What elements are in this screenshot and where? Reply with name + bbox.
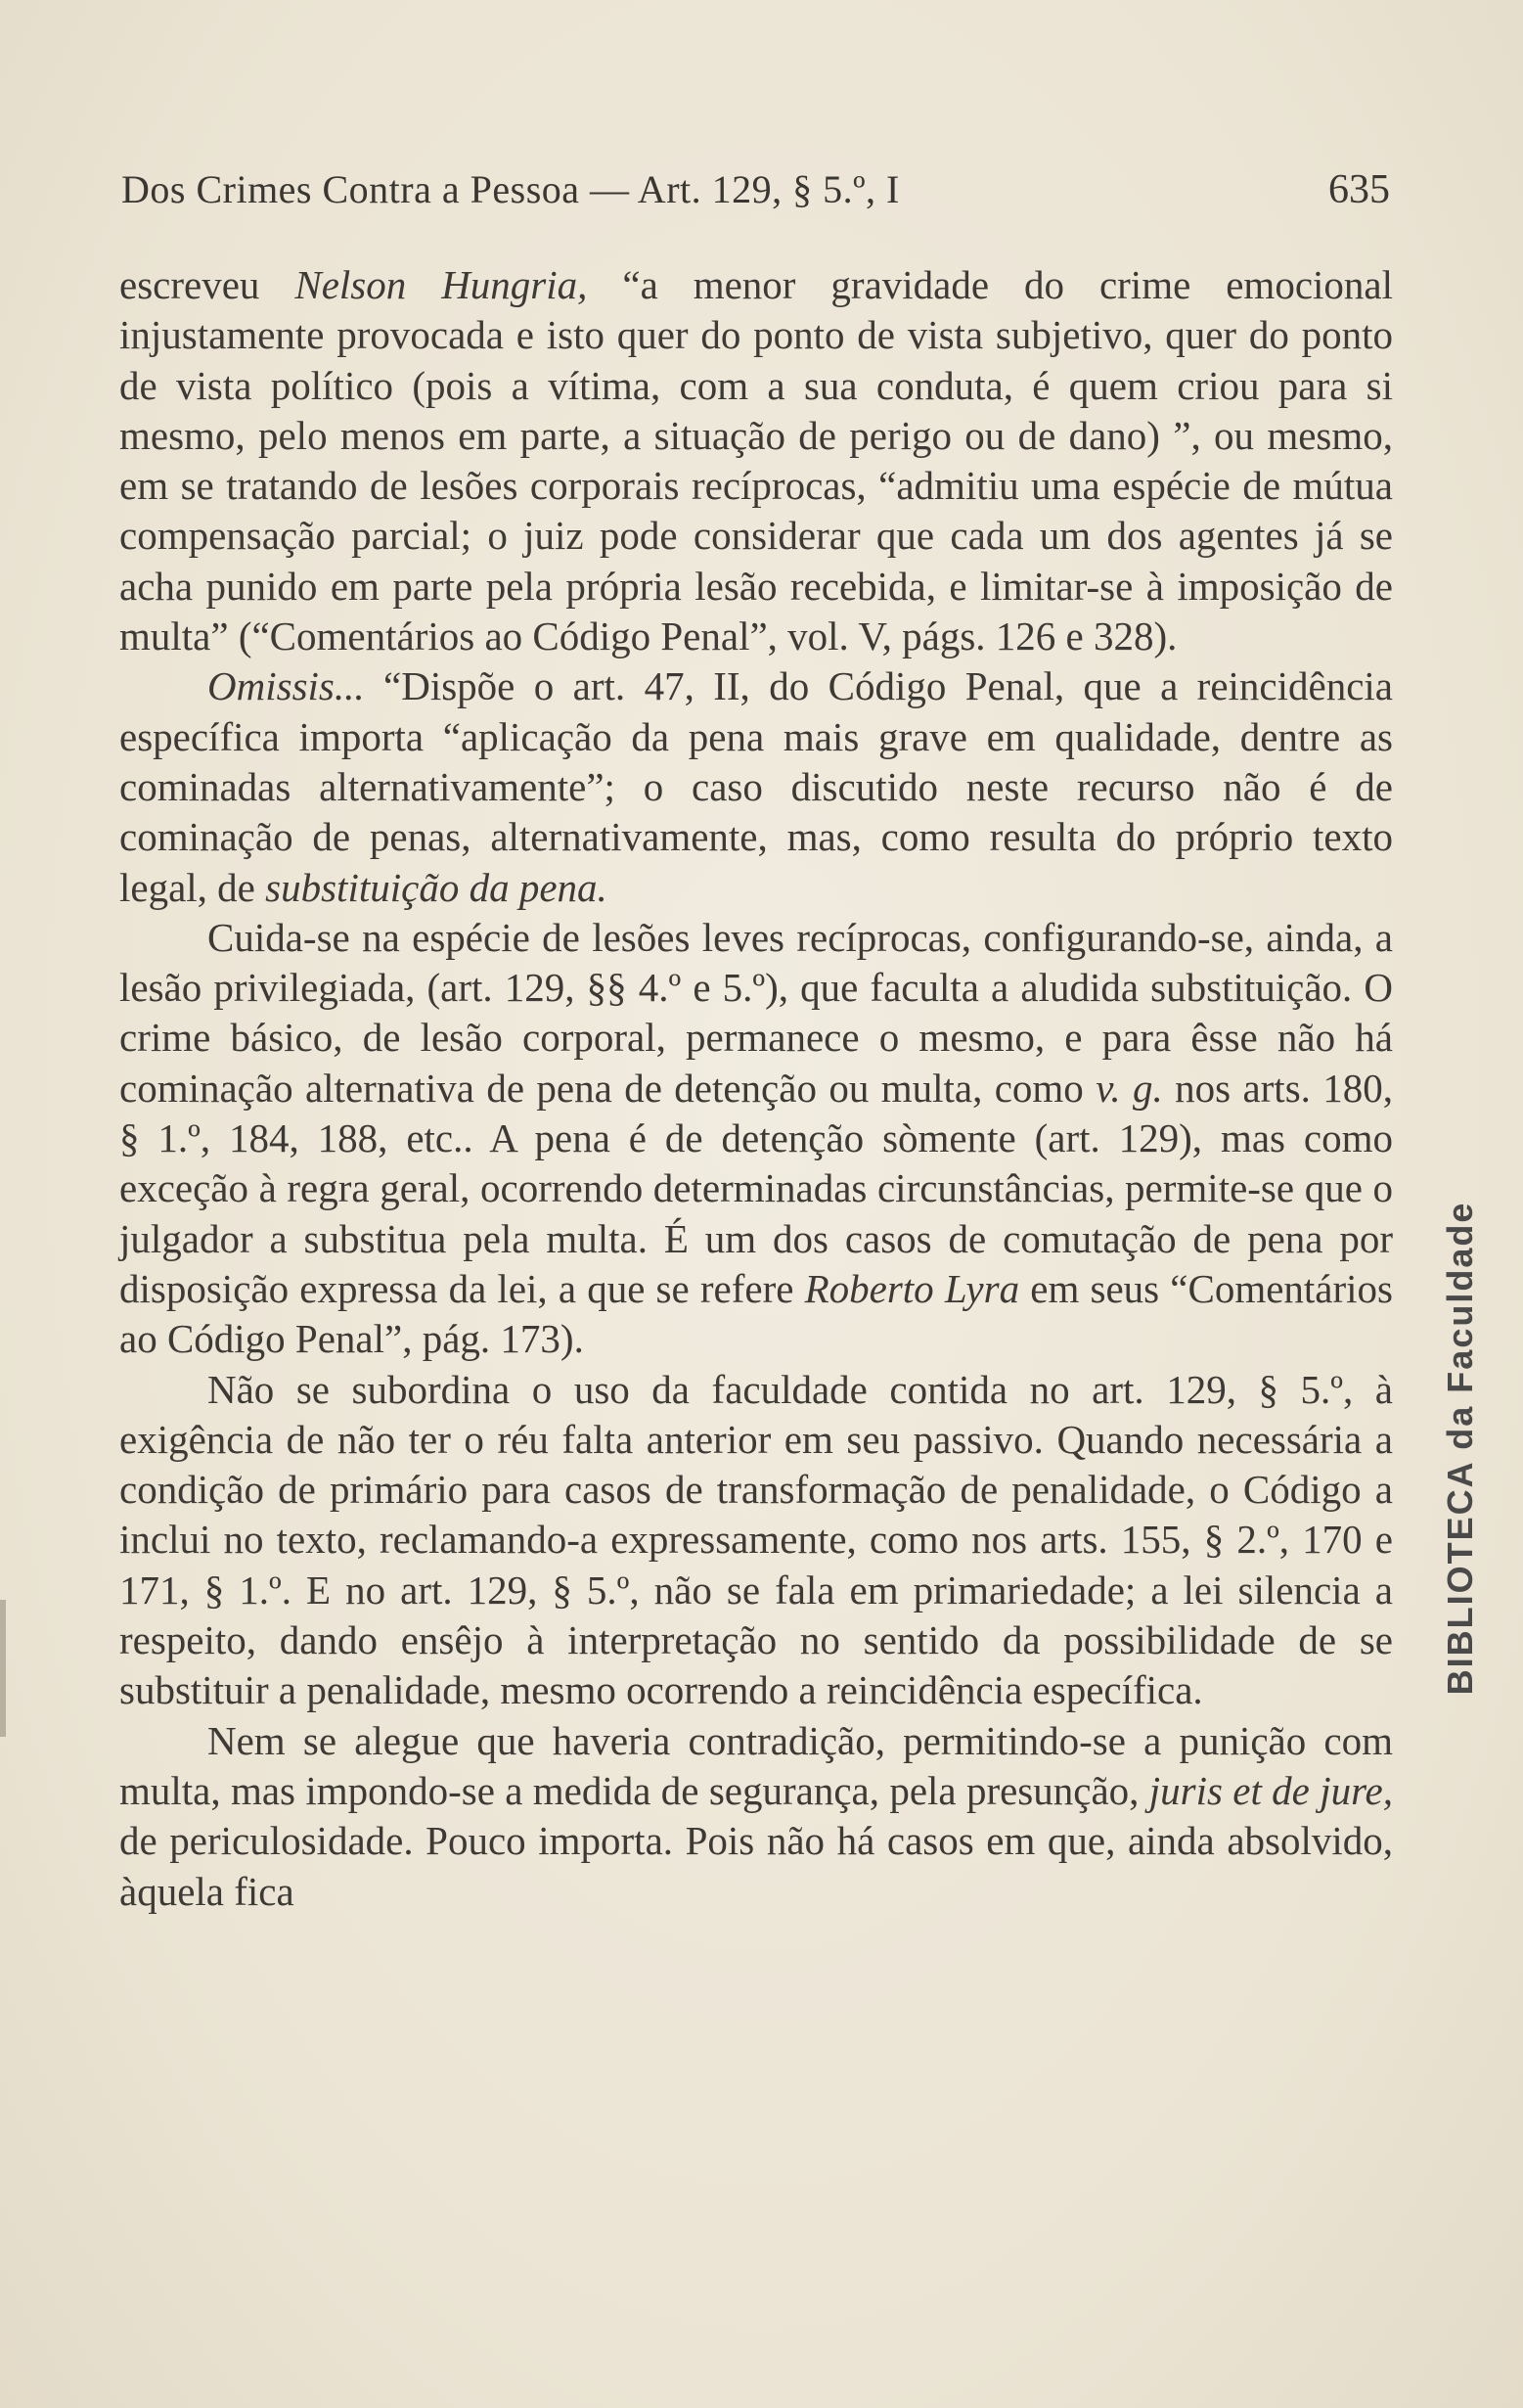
margin-mark [0, 1600, 6, 1737]
paragraph [119, 661, 1393, 912]
library-stamp-text: BIBLIOTECA da Faculdade [1440, 1201, 1480, 1696]
paragraph [119, 260, 1393, 661]
running-head: Dos Crimes Contra a Pessoa — Art. 129, § 5.º, I [121, 167, 900, 211]
text-segment: escreveu [119, 262, 295, 307]
italic-text: Omissis... [207, 663, 365, 709]
text-segment: de periculosidade. Pouco importa. Pois não há casos em que, ainda absolvido, àquela fica [119, 1818, 1393, 1914]
paragraph [119, 1365, 1393, 1716]
text-segment: “a menor gravidade do crime emocional injustamente provocada e isto quer do ponto de vista subjetivo, quer do ponto de vista político (pois a vítima, com a sua conduta, é quem criou para si mesmo, pelo menos em parte, a situação de perigo ou de dano) ”, ou mesmo, em se tratando de lesões corporais recíprocas, “admitiu uma espécie de mútua compensação parcial; o juiz pode considerar que cada um dos agentes já se acha punido em parte pela própria lesão recebida, e limitar-se à imposição de multa” (“Comentários ao Código Penal”, vol. V, págs. 126 e 328). [119, 262, 1394, 659]
paragraph [119, 913, 1393, 1365]
paragraph [119, 1716, 1393, 1917]
text-segment: em seus “Comentários ao Código Penal”, pág. 173). [119, 1265, 1394, 1362]
page-header [121, 164, 1393, 215]
italic-text: v. g. [1096, 1065, 1163, 1111]
library-stamp [1431, 1155, 1490, 1742]
italic-text: substituição da pena. [265, 864, 607, 910]
page-number: 635 [1328, 167, 1390, 212]
text-segment: Nem se alegue que haveria contradição, permitindo-se a punição com multa, mas impondo-se a medida de segurança, pela presunção, [119, 1717, 1393, 1813]
text-segment: nos arts. 180, § 1.º, 184, 188, etc.. A pena é de detenção sòmente (art. 129), mas como exceção à regra geral, ocorrendo determinadas circunstâncias, permite-se que o julgador a substitua pela multa. É um dos casos de comutação de pena por disposição expressa da lei, a que se refere [119, 1065, 1394, 1311]
italic-text: juris et de jure, [1148, 1767, 1393, 1813]
text-segment: Não se subordina o uso da faculdade contida no art. 129, § 5.º, à exigência de não ter o réu falta anterior em seu passivo. Quando necessária a condição de primário para casos de transformação de penalidade, o Código a inclui no texto, reclamando-a expressamente, como nos arts. 155, § 2.º, 170 e 171, § 1.º. E no art. 129, § 5.º, não se fala em primariedade; a lei silencia a respeito, dando ensêjo à interpretação no sentido da possibilidade de se substituir a penalidade, mesmo ocorrendo a reincidência específica. [119, 1366, 1393, 1713]
text-segment: Cuida-se na espécie de lesões leves recíprocas, configurando-se, ainda, a lesão privilegiada, (art. 129, §§ 4.º e 5.º), que faculta a aludida substituição. O crime básico, de lesão corporal, permanece o mesmo, e para êsse não há cominação alternativa de pena de detenção ou multa, como [119, 914, 1393, 1111]
body-text [119, 260, 1393, 1917]
italic-text: Roberto Lyra [804, 1265, 1020, 1311]
italic-text: Nelson Hungria, [294, 262, 588, 307]
text-segment: “Dispõe o art. 47, II, do Código Penal, que a reincidência específica importa “aplicação da pena mais grave em qualidade, dentre as cominadas alternativamente”; o caso discutido neste recurso não é de cominação de penas, alternativamente, mas, como resulta do próprio texto legal, de [119, 663, 1393, 910]
